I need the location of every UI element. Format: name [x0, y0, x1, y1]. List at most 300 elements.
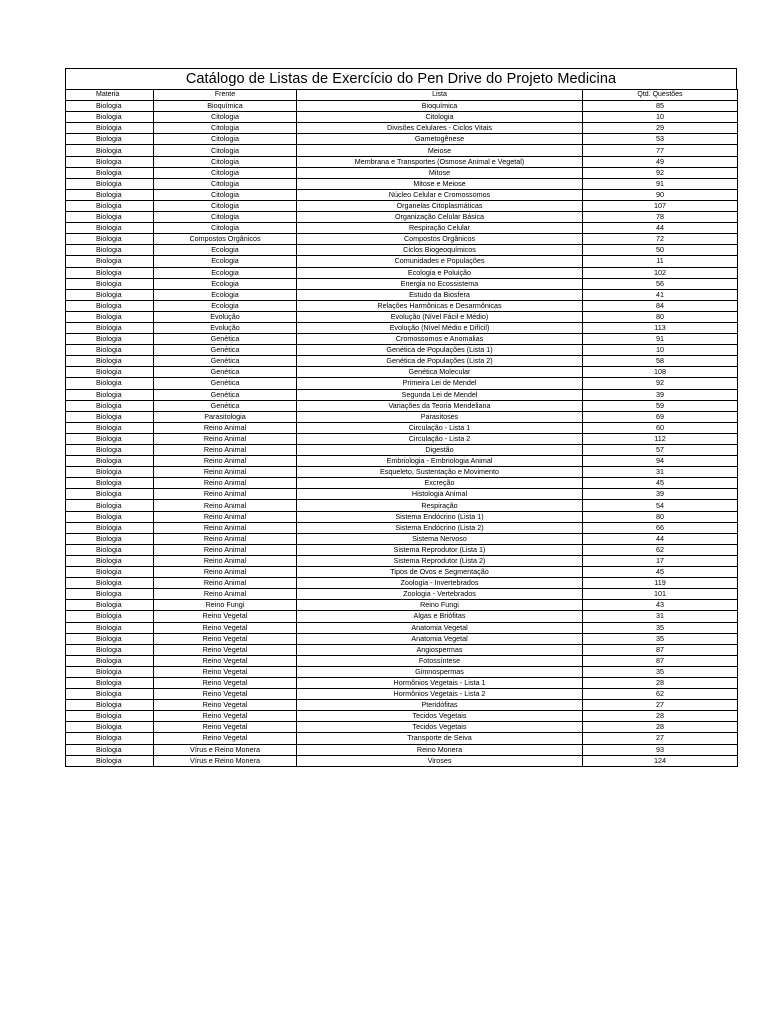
cell-lista: Sistema Nervoso [297, 533, 583, 544]
cell-lista: Genética de Populações (Lista 1) [297, 345, 583, 356]
table-row [66, 167, 738, 178]
cell-lista: Circulação - Lista 2 [297, 433, 583, 444]
cell-materia: Biologia [66, 389, 154, 400]
cell-materia: Biologia [66, 533, 154, 544]
cell-lista: Membrana e Transportes (Osmose Animal e Vegetal) [297, 156, 583, 167]
cell-frente: Ecologia [154, 267, 297, 278]
table-row [66, 234, 738, 245]
cell-qtd-questoes: 49 [583, 156, 738, 167]
cell-frente: Citologia [154, 112, 297, 123]
cell-lista: Circulação - Lista 1 [297, 422, 583, 433]
cell-lista: Organelas Citoplasmáticas [297, 200, 583, 211]
cell-qtd-questoes: 93 [583, 744, 738, 755]
cell-lista: Pteridófitas [297, 700, 583, 711]
cell-frente: Reino Vegetal [154, 689, 297, 700]
cell-lista: Gametogênese [297, 134, 583, 145]
table-row [66, 456, 738, 467]
cell-frente: Reino Animal [154, 567, 297, 578]
cell-frente: Reino Vegetal [154, 611, 297, 622]
cell-lista: Relações Harmônicas e Desarmônicas [297, 300, 583, 311]
cell-qtd-questoes: 27 [583, 733, 738, 744]
cell-frente: Reino Vegetal [154, 644, 297, 655]
table-row [66, 300, 738, 311]
cell-materia: Biologia [66, 112, 154, 123]
cell-materia: Biologia [66, 733, 154, 744]
table-row [66, 677, 738, 688]
cell-lista: Segunda Lei de Mendel [297, 389, 583, 400]
cell-qtd-questoes: 31 [583, 611, 738, 622]
cell-frente: Vírus e Reino Monera [154, 744, 297, 755]
table-row [66, 711, 738, 722]
catalog-table [65, 89, 738, 767]
cell-materia: Biologia [66, 278, 154, 289]
cell-frente: Reino Animal [154, 456, 297, 467]
cell-lista: Hormônios Vegetais - Lista 2 [297, 689, 583, 700]
catalog-title: Catálogo de Listas de Exercício do Pen Drive do Projeto Medicina [65, 68, 737, 89]
cell-qtd-questoes: 35 [583, 666, 738, 677]
cell-qtd-questoes: 39 [583, 489, 738, 500]
cell-qtd-questoes: 72 [583, 234, 738, 245]
table-row [66, 367, 738, 378]
cell-qtd-questoes: 27 [583, 700, 738, 711]
cell-lista: Tecidos Vegetais [297, 711, 583, 722]
cell-materia: Biologia [66, 345, 154, 356]
cell-materia: Biologia [66, 234, 154, 245]
cell-materia: Biologia [66, 223, 154, 234]
cell-materia: Biologia [66, 456, 154, 467]
cell-frente: Citologia [154, 134, 297, 145]
cell-materia: Biologia [66, 445, 154, 456]
cell-frente: Ecologia [154, 289, 297, 300]
table-row [66, 489, 738, 500]
cell-frente: Reino Animal [154, 544, 297, 555]
cell-qtd-questoes: 78 [583, 212, 738, 223]
cell-lista: Fotossíntese [297, 655, 583, 666]
header-materia: Materia [66, 90, 154, 101]
table-row [66, 289, 738, 300]
cell-materia: Biologia [66, 256, 154, 267]
cell-materia: Biologia [66, 722, 154, 733]
cell-qtd-questoes: 91 [583, 178, 738, 189]
cell-frente: Citologia [154, 189, 297, 200]
table-row [66, 311, 738, 322]
cell-qtd-questoes: 44 [583, 223, 738, 234]
cell-lista: Primeira Lei de Mendel [297, 378, 583, 389]
table-row [66, 356, 738, 367]
cell-materia: Biologia [66, 123, 154, 134]
cell-materia: Biologia [66, 700, 154, 711]
table-row [66, 622, 738, 633]
cell-qtd-questoes: 44 [583, 533, 738, 544]
cell-lista: Respiração Celular [297, 223, 583, 234]
cell-lista: Mitose [297, 167, 583, 178]
cell-frente: Parasitologia [154, 411, 297, 422]
cell-lista: Excreção [297, 478, 583, 489]
cell-materia: Biologia [66, 356, 154, 367]
table-row [66, 567, 738, 578]
cell-frente: Vírus e Reino Monera [154, 755, 297, 766]
cell-materia: Biologia [66, 167, 154, 178]
cell-lista: Viroses [297, 755, 583, 766]
cell-frente: Reino Fungi [154, 600, 297, 611]
cell-frente: Reino Animal [154, 522, 297, 533]
cell-qtd-questoes: 28 [583, 711, 738, 722]
cell-qtd-questoes: 108 [583, 367, 738, 378]
cell-materia: Biologia [66, 411, 154, 422]
cell-materia: Biologia [66, 711, 154, 722]
cell-lista: Organização Celular Básica [297, 212, 583, 223]
cell-materia: Biologia [66, 267, 154, 278]
cell-lista: Transporte de Seiva [297, 733, 583, 744]
cell-lista: Genética de Populações (Lista 2) [297, 356, 583, 367]
cell-qtd-questoes: 119 [583, 578, 738, 589]
cell-frente: Reino Vegetal [154, 655, 297, 666]
cell-frente: Reino Animal [154, 489, 297, 500]
cell-lista: Zoologia - Invertebrados [297, 578, 583, 589]
cell-frente: Evolução [154, 311, 297, 322]
cell-materia: Biologia [66, 245, 154, 256]
table-row [66, 644, 738, 655]
cell-qtd-questoes: 11 [583, 256, 738, 267]
cell-frente: Reino Vegetal [154, 733, 297, 744]
table-row [66, 178, 738, 189]
cell-qtd-questoes: 124 [583, 755, 738, 766]
cell-frente: Reino Animal [154, 445, 297, 456]
cell-lista: Esqueleto, Sustentação e Movimento [297, 467, 583, 478]
cell-frente: Genética [154, 378, 297, 389]
cell-qtd-questoes: 39 [583, 389, 738, 400]
cell-materia: Biologia [66, 189, 154, 200]
table-row [66, 633, 738, 644]
table-row [66, 267, 738, 278]
cell-materia: Biologia [66, 378, 154, 389]
cell-lista: Divisões Celulares - Ciclos Vitais [297, 123, 583, 134]
table-row [66, 722, 738, 733]
cell-materia: Biologia [66, 178, 154, 189]
cell-materia: Biologia [66, 367, 154, 378]
cell-qtd-questoes: 29 [583, 123, 738, 134]
cell-lista: Estudo da Biosfera [297, 289, 583, 300]
table-body [66, 101, 738, 767]
cell-qtd-questoes: 59 [583, 400, 738, 411]
cell-materia: Biologia [66, 400, 154, 411]
table-row [66, 123, 738, 134]
cell-materia: Biologia [66, 677, 154, 688]
cell-lista: Anatomia Vegetal [297, 633, 583, 644]
table-row [66, 422, 738, 433]
cell-frente: Reino Animal [154, 433, 297, 444]
cell-lista: Reino Monera [297, 744, 583, 755]
cell-frente: Reino Animal [154, 533, 297, 544]
cell-frente: Citologia [154, 200, 297, 211]
cell-lista: Angiospermas [297, 644, 583, 655]
header-frente: Frente [154, 90, 297, 101]
cell-qtd-questoes: 77 [583, 145, 738, 156]
cell-materia: Biologia [66, 744, 154, 755]
cell-qtd-questoes: 113 [583, 322, 738, 333]
cell-lista: Núcleo Celular e Cromossomos [297, 189, 583, 200]
cell-lista: Evolução (Nível Médio e Difícil) [297, 322, 583, 333]
cell-qtd-questoes: 60 [583, 422, 738, 433]
cell-materia: Biologia [66, 300, 154, 311]
cell-materia: Biologia [66, 489, 154, 500]
cell-frente: Ecologia [154, 256, 297, 267]
cell-frente: Ecologia [154, 245, 297, 256]
cell-materia: Biologia [66, 589, 154, 600]
cell-frente: Reino Animal [154, 500, 297, 511]
cell-lista: Evolução (Nível Fácil e Médio) [297, 311, 583, 322]
cell-frente: Genética [154, 334, 297, 345]
cell-frente: Ecologia [154, 300, 297, 311]
cell-materia: Biologia [66, 200, 154, 211]
cell-materia: Biologia [66, 322, 154, 333]
cell-lista: Energia no Ecossistema [297, 278, 583, 289]
cell-qtd-questoes: 41 [583, 289, 738, 300]
cell-materia: Biologia [66, 555, 154, 566]
table-row [66, 755, 738, 766]
table-row [66, 700, 738, 711]
table-row [66, 378, 738, 389]
cell-qtd-questoes: 54 [583, 500, 738, 511]
catalog-sheet [65, 68, 737, 767]
table-row [66, 389, 738, 400]
cell-qtd-questoes: 62 [583, 689, 738, 700]
cell-frente: Reino Animal [154, 555, 297, 566]
cell-lista: Cromossomos e Anomalias [297, 334, 583, 345]
cell-lista: Sistema Endócrino (Lista 2) [297, 522, 583, 533]
cell-frente: Citologia [154, 145, 297, 156]
cell-lista: Citologia [297, 112, 583, 123]
cell-frente: Evolução [154, 322, 297, 333]
cell-lista: Comunidades e Populações [297, 256, 583, 267]
cell-materia: Biologia [66, 289, 154, 300]
cell-lista: Embriologia - Embriologia Animal [297, 456, 583, 467]
cell-qtd-questoes: 84 [583, 300, 738, 311]
table-row [66, 445, 738, 456]
cell-materia: Biologia [66, 755, 154, 766]
cell-frente: Reino Animal [154, 511, 297, 522]
cell-qtd-questoes: 28 [583, 722, 738, 733]
cell-lista: Tipos de Ovos e Segmentação [297, 567, 583, 578]
cell-lista: Sistema Reprodutor (Lista 2) [297, 555, 583, 566]
table-row [66, 733, 738, 744]
table-row [66, 278, 738, 289]
cell-qtd-questoes: 58 [583, 356, 738, 367]
cell-qtd-questoes: 87 [583, 655, 738, 666]
cell-materia: Biologia [66, 433, 154, 444]
cell-materia: Biologia [66, 478, 154, 489]
cell-qtd-questoes: 87 [583, 644, 738, 655]
cell-qtd-questoes: 35 [583, 633, 738, 644]
table-row [66, 212, 738, 223]
cell-lista: Parasitoses [297, 411, 583, 422]
table-row [66, 533, 738, 544]
table-row [66, 156, 738, 167]
cell-qtd-questoes: 92 [583, 378, 738, 389]
cell-lista: Gimnospermas [297, 666, 583, 677]
cell-frente: Reino Vegetal [154, 722, 297, 733]
cell-qtd-questoes: 28 [583, 677, 738, 688]
table-row [66, 345, 738, 356]
cell-qtd-questoes: 53 [583, 134, 738, 145]
cell-materia: Biologia [66, 689, 154, 700]
cell-materia: Biologia [66, 666, 154, 677]
table-row [66, 478, 738, 489]
cell-qtd-questoes: 50 [583, 245, 738, 256]
table-row [66, 600, 738, 611]
table-row [66, 544, 738, 555]
table-row [66, 400, 738, 411]
table-header-row [66, 90, 738, 101]
cell-frente: Reino Vegetal [154, 711, 297, 722]
cell-lista: Ecologia e Poluição [297, 267, 583, 278]
cell-frente: Citologia [154, 212, 297, 223]
table-row [66, 555, 738, 566]
cell-qtd-questoes: 92 [583, 167, 738, 178]
table-row [66, 223, 738, 234]
cell-qtd-questoes: 90 [583, 189, 738, 200]
cell-frente: Genética [154, 356, 297, 367]
cell-materia: Biologia [66, 611, 154, 622]
cell-materia: Biologia [66, 156, 154, 167]
cell-frente: Reino Vegetal [154, 622, 297, 633]
cell-qtd-questoes: 45 [583, 567, 738, 578]
cell-frente: Genética [154, 400, 297, 411]
table-row [66, 112, 738, 123]
cell-qtd-questoes: 35 [583, 622, 738, 633]
cell-frente: Genética [154, 389, 297, 400]
table-row [66, 189, 738, 200]
cell-frente: Reino Vegetal [154, 633, 297, 644]
cell-materia: Biologia [66, 600, 154, 611]
cell-qtd-questoes: 80 [583, 311, 738, 322]
cell-lista: Digestão [297, 445, 583, 456]
cell-frente: Citologia [154, 123, 297, 134]
cell-materia: Biologia [66, 467, 154, 478]
cell-frente: Reino Animal [154, 478, 297, 489]
cell-qtd-questoes: 102 [583, 267, 738, 278]
cell-qtd-questoes: 17 [583, 555, 738, 566]
cell-materia: Biologia [66, 622, 154, 633]
table-row [66, 655, 738, 666]
cell-frente: Reino Vegetal [154, 666, 297, 677]
cell-frente: Reino Animal [154, 578, 297, 589]
cell-frente: Compostos Orgânicos [154, 234, 297, 245]
cell-qtd-questoes: 112 [583, 433, 738, 444]
cell-qtd-questoes: 107 [583, 200, 738, 211]
cell-lista: Histologia Animal [297, 489, 583, 500]
cell-frente: Ecologia [154, 278, 297, 289]
cell-qtd-questoes: 45 [583, 478, 738, 489]
cell-frente: Citologia [154, 156, 297, 167]
cell-lista: Sistema Endócrino (Lista 1) [297, 511, 583, 522]
cell-lista: Reino Fungi [297, 600, 583, 611]
table-row [66, 689, 738, 700]
cell-qtd-questoes: 62 [583, 544, 738, 555]
cell-materia: Biologia [66, 544, 154, 555]
table-row [66, 511, 738, 522]
table-row [66, 500, 738, 511]
cell-lista: Ciclos Biogeoquímicos [297, 245, 583, 256]
table-row [66, 245, 738, 256]
cell-materia: Biologia [66, 311, 154, 322]
cell-materia: Biologia [66, 334, 154, 345]
cell-materia: Biologia [66, 422, 154, 433]
cell-materia: Biologia [66, 511, 154, 522]
table-row [66, 578, 738, 589]
table-row [66, 744, 738, 755]
cell-qtd-questoes: 66 [583, 522, 738, 533]
cell-materia: Biologia [66, 134, 154, 145]
cell-qtd-questoes: 31 [583, 467, 738, 478]
cell-frente: Genética [154, 367, 297, 378]
cell-qtd-questoes: 69 [583, 411, 738, 422]
cell-materia: Biologia [66, 212, 154, 223]
header-lista: Lista [297, 90, 583, 101]
cell-lista: Anatomia Vegetal [297, 622, 583, 633]
cell-frente: Reino Vegetal [154, 677, 297, 688]
cell-qtd-questoes: 10 [583, 112, 738, 123]
cell-frente: Reino Animal [154, 422, 297, 433]
cell-materia: Biologia [66, 101, 154, 112]
cell-frente: Genética [154, 345, 297, 356]
cell-materia: Biologia [66, 633, 154, 644]
table-row [66, 322, 738, 333]
cell-frente: Reino Animal [154, 589, 297, 600]
cell-lista: Mitose e Meiose [297, 178, 583, 189]
table-row [66, 611, 738, 622]
table-row [66, 101, 738, 112]
table-row [66, 411, 738, 422]
table-row [66, 256, 738, 267]
cell-qtd-questoes: 56 [583, 278, 738, 289]
cell-materia: Biologia [66, 567, 154, 578]
table-row [66, 200, 738, 211]
cell-lista: Variações da Teoria Mendeliana [297, 400, 583, 411]
cell-lista: Tecidos Vegetais [297, 722, 583, 733]
table-row [66, 134, 738, 145]
cell-lista: Compostos Orgânicos [297, 234, 583, 245]
table-row [66, 433, 738, 444]
table-row [66, 467, 738, 478]
cell-materia: Biologia [66, 578, 154, 589]
cell-frente: Bioquímica [154, 101, 297, 112]
table-row [66, 334, 738, 345]
table-row [66, 522, 738, 533]
table-row [66, 145, 738, 156]
cell-qtd-questoes: 10 [583, 345, 738, 356]
cell-lista: Zoologia - Vertebrados [297, 589, 583, 600]
cell-lista: Genética Molecular [297, 367, 583, 378]
cell-qtd-questoes: 43 [583, 600, 738, 611]
cell-lista: Hormônios Vegetais - Lista 1 [297, 677, 583, 688]
cell-frente: Reino Animal [154, 467, 297, 478]
header-qtd-questoes: Qtd. Questões [583, 90, 738, 101]
cell-materia: Biologia [66, 655, 154, 666]
cell-qtd-questoes: 80 [583, 511, 738, 522]
cell-qtd-questoes: 94 [583, 456, 738, 467]
cell-materia: Biologia [66, 522, 154, 533]
table-row [66, 666, 738, 677]
cell-materia: Biologia [66, 644, 154, 655]
cell-lista: Sistema Reprodutor (Lista 1) [297, 544, 583, 555]
cell-materia: Biologia [66, 145, 154, 156]
cell-materia: Biologia [66, 500, 154, 511]
cell-qtd-questoes: 91 [583, 334, 738, 345]
cell-lista: Respiração [297, 500, 583, 511]
cell-frente: Citologia [154, 167, 297, 178]
cell-lista: Algas e Briófitas [297, 611, 583, 622]
